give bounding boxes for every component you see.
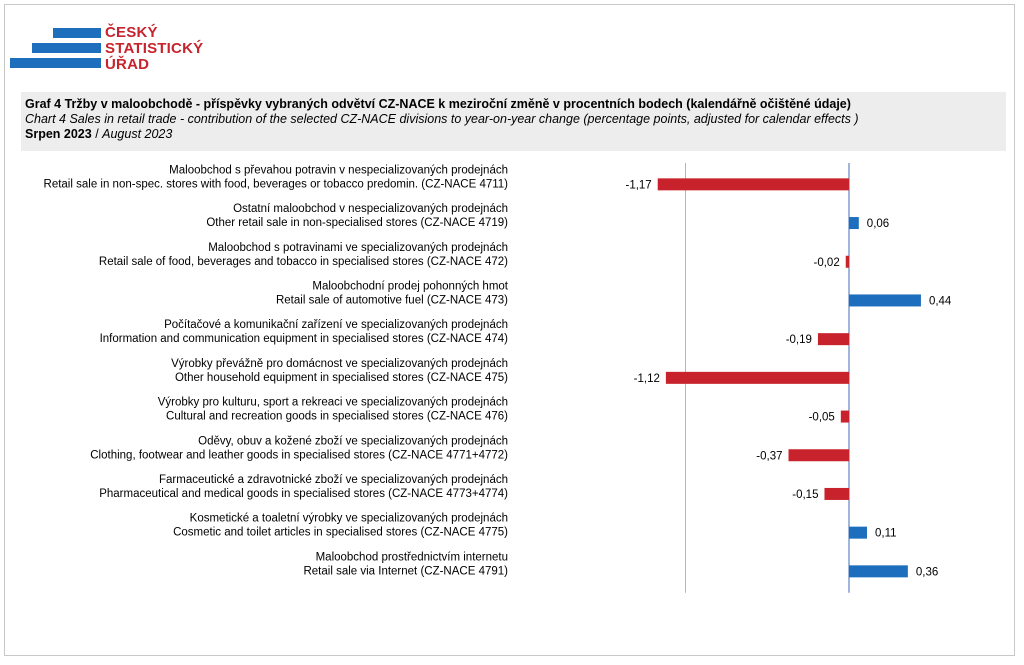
chart-header <box>21 92 1006 151</box>
bar <box>849 527 867 539</box>
period-separator: / <box>91 127 103 141</box>
category-label-en: Cosmetic and toilet articles in specialised stores (CZ-NACE 4775) <box>173 526 508 539</box>
chart-title-en: Chart 4 Sales in retail trade - contribution of the selected CZ-NACE divisions to year-on-year change (percentage points, adjusted for calendar effects ) <box>25 112 859 126</box>
bar <box>824 488 849 500</box>
data-label: 0,11 <box>874 527 897 540</box>
category-label-cz: Ostatní maloobchod v nespecializovaných prodejnách <box>233 203 508 216</box>
category-label-en: Other household equipment in specialised stores (CZ-NACE 475) <box>174 371 508 384</box>
category-label-cz: Kosmetické a toaletní výrobky ve specializovaných prodejnách <box>189 512 508 525</box>
category-label-cz: Farmaceutické a zdravotnické zboží ve specializovaných prodejnách <box>158 473 508 486</box>
logo-bar-3 <box>10 58 101 68</box>
logo-line-1: ČESKÝ <box>105 24 158 41</box>
category-label-en: Information and communication equipment in specialised stores (CZ-NACE 474) <box>99 333 508 346</box>
data-label: -0,19 <box>785 334 812 347</box>
bar <box>841 411 849 423</box>
data-label: -1,17 <box>625 179 652 192</box>
bar <box>846 256 849 268</box>
data-label: 0,36 <box>915 566 939 579</box>
data-label: -0,15 <box>792 488 819 501</box>
bar <box>849 217 859 229</box>
category-label-cz: Maloobchod s převahou potravin v nespecializovaných prodejnách <box>169 164 508 177</box>
bar <box>789 449 849 461</box>
bar-chart <box>0 155 1024 595</box>
category-label-cz: Výrobky pro kulturu, sport a rekreaci ve specializovaných prodejnách <box>157 396 508 409</box>
category-label-en: Cultural and recreation goods in specialised stores (CZ-NACE 476) <box>166 410 508 423</box>
chart-period <box>25 127 1002 142</box>
category-label-cz: Maloobchod prostřednictvím internetu <box>315 551 508 564</box>
period-en: August 2023 <box>102 127 173 141</box>
category-label-en: Pharmaceutical and medical goods in specialised stores (CZ-NACE 4773+4774) <box>99 487 508 500</box>
data-label: 0,44 <box>928 295 952 308</box>
data-label: -0,05 <box>808 411 835 424</box>
bar <box>818 333 849 345</box>
category-label-en: Retail sale of food, beverages and tobacco in specialised stores (CZ-NACE 472) <box>98 255 508 268</box>
category-label-en: Retail sale of automotive fuel (CZ-NACE 473) <box>275 294 508 307</box>
data-label: -0,02 <box>813 256 840 269</box>
category-label-cz: Maloobchod s potravinami ve specializovaných prodejnách <box>208 241 508 254</box>
logo-bar-2 <box>32 43 101 53</box>
data-label: -1,12 <box>633 372 660 385</box>
category-label-en: Other retail sale in non-specialised stores (CZ-NACE 4719) <box>206 217 508 230</box>
category-label-cz: Výrobky převážně pro domácnost ve specializovaných prodejnách <box>171 357 508 370</box>
category-label-cz: Oděvy, obuv a kožené zboží ve specializovaných prodejnách <box>198 435 508 448</box>
bar <box>849 294 921 306</box>
bar <box>658 178 849 190</box>
category-label-en: Clothing, footwear and leather goods in specialised stores (CZ-NACE 4771+4772) <box>90 449 508 462</box>
logo-bar-1 <box>53 28 101 38</box>
period-cz: Srpen 2023 <box>25 127 92 141</box>
bar <box>849 565 908 577</box>
category-label-cz: Maloobchodní prodej pohonných hmot <box>312 280 508 293</box>
category-label-en: Retail sale in non-spec. stores with food, beverages or tobacco predomin. (CZ-NACE 4711) <box>43 178 508 191</box>
logo-line-3: ÚŘAD <box>105 56 150 73</box>
logo-line-2: STATISTICKÝ <box>105 40 204 57</box>
category-label-en: Retail sale via Internet (CZ-NACE 4791) <box>303 565 508 578</box>
category-label-cz: Počítačové a komunikační zařízení ve specializovaných prodejnách <box>164 319 508 332</box>
logo-text <box>105 25 203 73</box>
data-label: -0,37 <box>756 450 783 463</box>
data-label: 0,06 <box>866 218 890 231</box>
bar <box>666 372 849 384</box>
chart-title-cz: Graf 4 Tržby v maloobchodě - příspěvky vybraných odvětví CZ-NACE k meziroční změně v procentních bodech (kalendářně očištěné údaje) <box>25 97 851 111</box>
